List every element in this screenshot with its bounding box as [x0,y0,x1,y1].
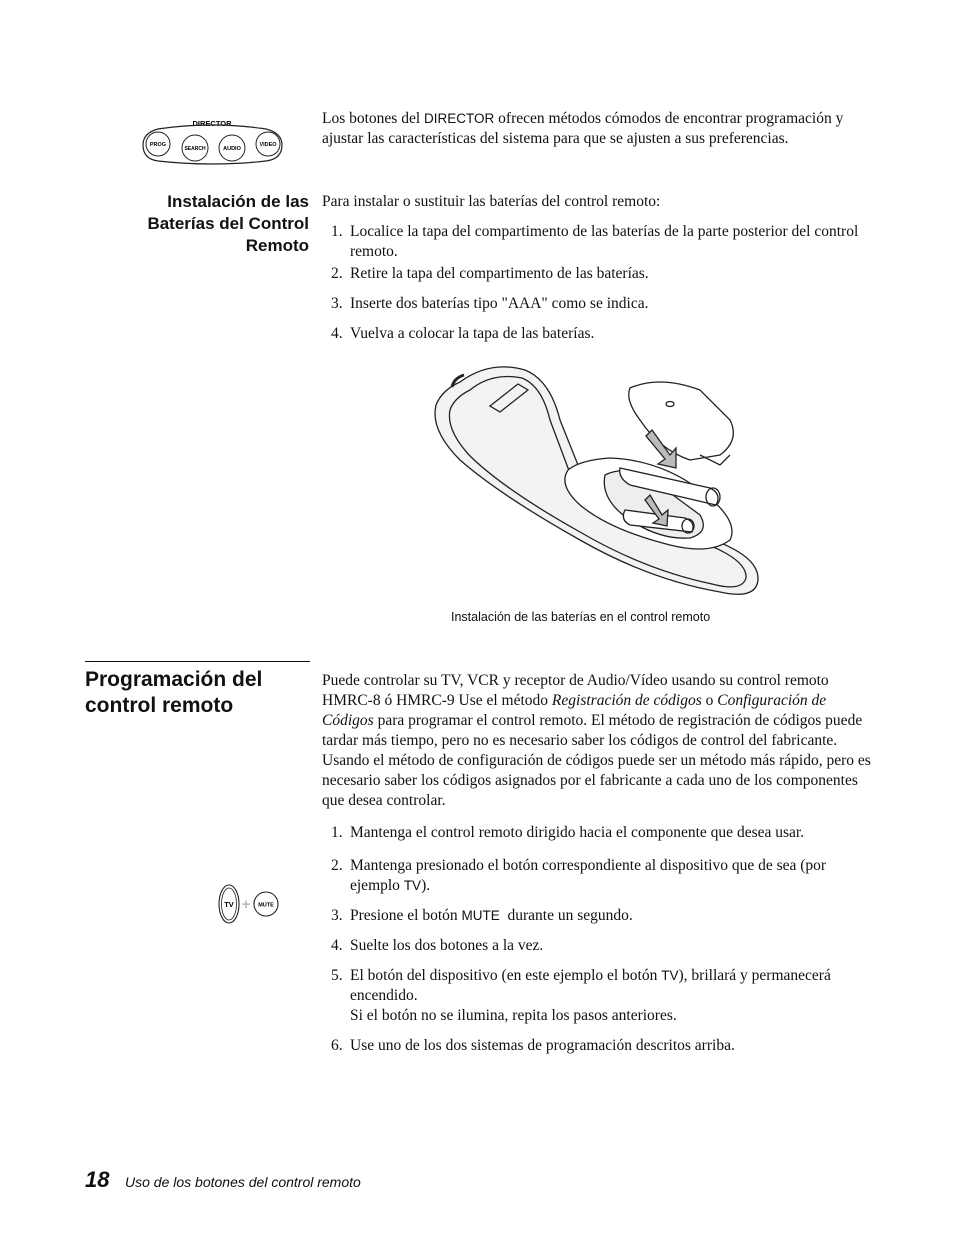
step-button-name: MUTE [461,908,500,923]
step-text: Retire la tapa del compartimento de las baterías. [350,265,649,282]
director-buttons-illustration [140,115,285,170]
page-number: 18 [85,1167,110,1192]
battery-step [322,222,867,262]
para-text-1: Puede controlar su TV, VCR y receptor de Audio/Vídeo usando su control remoto HMRC-8 ó HMRC-9 Use el método [322,672,829,709]
tv-mute-graphic [215,882,283,926]
step-number: 1. [331,223,343,240]
step-text: El botón del dispositivo (en este ejemplo el botón [350,967,662,984]
step-text: Localice la tapa del compartimento de las baterías de la parte posterior del control remoto. [350,223,859,260]
battery-heading-line-1: Instalación de las [167,192,309,211]
video-button-label: VIDEO [259,142,277,148]
para-text-3: para programar el control remoto. El método de registración de códigos puede tardar más tiempo, pero no es necesario saber los códigos de control del fabricante. Usando el método de configuración de códigos puede ser un método más rápido, pero es necesario saber los códigos asignados por el fabricante a cada uno de los componentes que desea controlar. [322,712,871,809]
intro-text-end: ofrecen métodos cómodos de encontrar programación y ajustar las características del sistema para que se ajusten a sus preferencias. [322,110,844,147]
step-device-name: TV [661,968,679,983]
programming-step [322,906,872,926]
battery-figure-caption: Instalación de las baterías en el control remoto [451,610,711,624]
footer-title: Uso de los botones del control remoto [125,1174,361,1190]
remote-battery-graphic [430,360,765,600]
audio-button-label: AUDIO [223,146,241,152]
step-number: 4. [331,937,343,954]
step-text-end: ). [421,877,431,894]
battery-step [322,324,867,344]
programming-step [322,856,872,896]
tv-button-label: TV [224,900,234,909]
director-label: DIRECTOR [192,119,232,128]
remote-battery-illustration [430,360,765,600]
plus-sign: + [241,896,251,913]
battery-steps [322,222,867,344]
battery-heading-line-3: Remoto [245,236,309,255]
step-number: 2. [331,857,343,874]
step-number: 2. [331,265,343,282]
programming-steps [322,823,872,1056]
step-number: 3. [331,295,343,312]
director-buttons-graphic [140,115,285,170]
programming-section-heading [85,667,310,719]
step-number: 1. [331,824,343,841]
programming-step [322,936,872,956]
tv-mute-illustration [215,882,283,926]
para-text-2: o [701,692,718,709]
step-text-end: ), brillará y permanecerá encendido. [350,967,831,1004]
search-button-label: SEARCH [184,146,206,152]
step-device-name: TV [403,878,422,893]
prog-button-label: PROG [149,142,167,148]
programming-heading-rule [85,661,310,662]
step-text: Mantenga el control remoto dirigido hacia el componente que desea usar. [350,824,805,841]
step-text: Presione el botón [350,907,462,924]
para-emphasis-configuracion: Configuración de Códigos [322,692,827,729]
step-text: Use uno de los dos sistemas de programación descritos arriba. [350,1037,735,1054]
step-text-end: durante un segundo. [499,907,633,924]
programming-step [322,966,872,1026]
step-text: Vuelva a colocar la tapa de las baterías. [350,325,595,342]
step-note: Si el botón no se ilumina, repita los pasos anteriores. [350,1007,677,1024]
programming-heading-line-1: Programación del [85,668,263,691]
battery-heading-line-2: Baterías del Control [147,214,309,233]
battery-lead: Para instalar o sustituir las baterías del control remoto: [322,193,661,210]
step-number: 5. [331,967,343,984]
battery-section-heading [100,191,309,257]
battery-step [322,264,867,284]
programming-paragraph [322,671,872,811]
para-emphasis-registracion: Registración de códigos [551,692,702,709]
battery-step [322,294,867,314]
step-number: 3. [331,907,343,924]
intro-paragraph [322,109,867,149]
programming-heading-line-2: control remoto [85,694,234,717]
step-text: Suelte los dos botones a la vez. [350,937,544,954]
step-text: Mantenga presionado el botón correspondiente al dispositivo que de sea (por ejemplo [350,857,827,894]
intro-text-start: Los botones del [322,110,425,127]
intro-director-word: DIRECTOR [424,111,495,126]
programming-step [322,1036,872,1056]
programming-step [322,823,872,843]
step-text: Inserte dos baterías tipo "AAA" como se indica. [350,295,649,312]
mute-button-label: MUTE [258,902,274,909]
step-number: 4. [331,325,343,342]
step-number: 6. [331,1037,343,1054]
